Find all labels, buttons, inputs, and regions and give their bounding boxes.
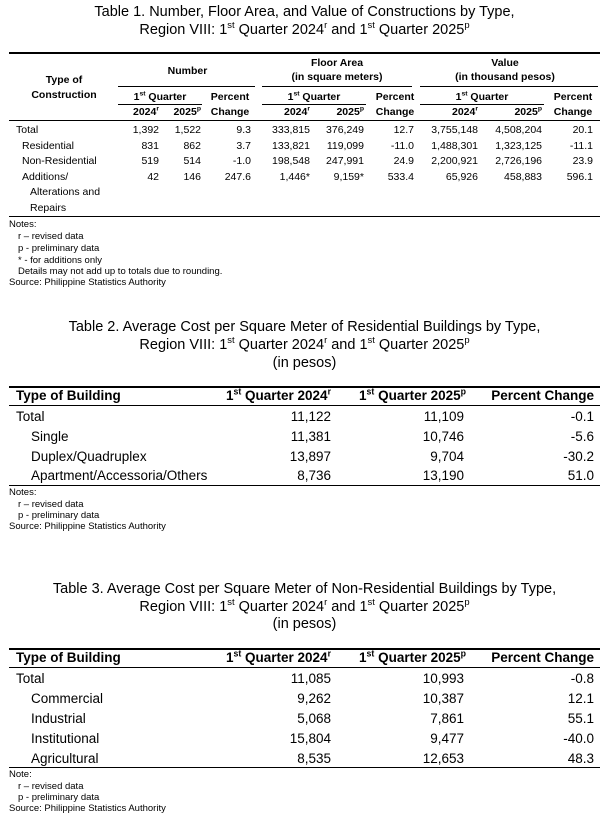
table1-cell: -1.0 [232,155,251,167]
table3-cell: 55.1 [567,711,594,726]
table1-number-pct-line1: Percent [210,91,250,103]
table2-title-line2: Region VIII: 1st Quarter 2024$^r$ and 1st Quarter 2025$^p$ [139,334,470,353]
table1-floor-year2: 2025$^p$ [336,105,364,118]
table1-cell: 1,446* [279,171,310,183]
table1-col-type-line1: Type of [45,74,83,86]
table1-value-quarter: 1st Quarter [455,90,509,103]
table1-row-type: Residential [22,140,74,152]
table1-note-p: p - preliminary data [18,243,100,254]
table3-cell: 8,535 [297,751,331,766]
table1-cell: 1,488,301 [431,140,478,152]
table1-bottom-rule [9,216,600,217]
table1-cell: 12.7 [393,124,414,136]
table2-source: Source: Philippine Statistics Authority [9,521,166,532]
table1-cell: -11.0 [390,140,414,152]
table1-group-value-line2: (in thousand pesos) [455,71,555,83]
table1-cell: 458,883 [504,171,542,183]
table1-cell: -11.1 [569,140,593,152]
table2-cell: 51.0 [567,468,594,483]
table2-note-p: p - preliminary data [18,510,100,521]
table3-note-p: p - preliminary data [18,792,100,803]
table3-cell: 7,861 [430,711,464,726]
table1-cell: 4,508,204 [495,124,542,136]
table1-value-pct-line1: Percent [553,91,593,103]
table1-cell: 831 [141,140,159,152]
table2-note-r: r – revised data [18,499,84,510]
table1-cell: 133,821 [272,140,310,152]
table1-cell: 2,726,196 [495,155,542,167]
table3-source: Source: Philippine Statistics Authority [9,803,166,814]
table1-cell: 146 [183,171,201,183]
table1-row-type: Additions/ [22,171,69,183]
table1-note-star: * - for additions only [18,255,102,266]
table1-cell: 9,159* [333,171,364,183]
table3-col-q24: 1st Quarter 2024$^r$ [225,648,331,665]
table1-cell: 533.4 [387,171,414,183]
table1-cell: 198,548 [272,155,310,167]
table3-cell: 48.3 [567,751,594,766]
table1-cell: 1,323,125 [495,140,542,152]
table2-notes-title: Notes: [9,487,37,498]
table3-row-type: Agricultural [31,751,99,766]
table2-col-q24: 1st Quarter 2024$^r$ [225,386,331,403]
table1-cell: 65,926 [445,171,478,183]
table1-value-quarter-rule [420,104,544,105]
table2-row-type: Apartment/Accessoria/Others [31,468,208,483]
table1-number-pct-line2: Change [210,106,250,118]
table1-cell: 247,991 [326,155,364,167]
table2-cell: 11,109 [423,409,464,424]
table1-cell: 42 [147,171,159,183]
table1-cell: 596.1 [566,171,593,183]
table2-cell: 11,381 [290,429,331,444]
table3-col-pct: Percent Change [491,650,594,665]
table1-value-year2: 2025$^p$ [514,105,542,118]
table1-cell: 20.1 [572,124,593,136]
table3-title-line1: Table 3. Average Cost per Square Meter of Non-Residential Buildings by Type, [52,581,557,597]
table1-header-rule [9,120,600,121]
table1-value-year1: 2024$^r$ [451,105,478,118]
table3-title-line2: Region VIII: 1st Quarter 2024$^r$ and 1st Quarter 2025$^p$ [139,596,470,615]
table1-source: Source: Philippine Statistics Authority [9,277,166,288]
table3-notes-title: Note: [9,769,32,780]
table2-cell: 11,122 [290,409,331,424]
table1-note-round: Details may not add up to totals due to rounding. [18,266,223,277]
table2-col-type: Type of Building [16,388,121,403]
table1-cell: 1,392 [132,124,159,136]
table3-col-q25: 1st Quarter 2025$^p$ [359,648,466,665]
table2-cell: 10,746 [422,429,464,444]
table1-number-rule [118,86,255,87]
table1-floor-quarter-rule [262,104,366,105]
table2-header-rule [9,405,600,406]
table3-col-type: Type of Building [16,650,121,665]
table1-row-type-line2: Alterations and [30,186,101,198]
table3-cell: -40.0 [563,731,594,746]
table3-note-r: r – revised data [18,781,84,792]
table3-cell: -0.8 [570,671,594,686]
table1-number-quarter: 1st Quarter [133,90,187,103]
table2-bottom-rule [9,485,600,486]
table3-cell: 12,653 [422,751,464,766]
table1-floor-rule [262,86,412,87]
table2-cell: -30.2 [563,449,594,464]
table1-number-quarter-rule [118,104,202,105]
table2-col-pct: Percent Change [491,388,594,403]
table2-title-line1: Table 2. Average Cost per Square Meter of Residential Buildings by Type, [68,319,541,335]
table1-value-rule [420,86,598,87]
table1-group-value-line1: Value [491,57,519,69]
table1-notes-title: Notes: [9,219,37,230]
table1-cell: 1,522 [174,124,201,136]
table1-cell: 9.3 [236,124,251,136]
table2-col-q25: 1st Quarter 2025$^p$ [359,386,466,403]
table3-row-type: Institutional [31,731,100,746]
table1-group-number: Number [167,65,208,77]
table2-row-type: Duplex/Quadruplex [31,449,147,464]
table3-cell: 9,477 [430,731,464,746]
table1-cell: 862 [183,140,201,152]
table1-cell: 23.9 [572,155,593,167]
table1-group-floor-line2: (in square meters) [291,71,383,83]
table1-floor-pct-line2: Change [375,106,415,118]
table1-top-rule [9,52,600,54]
table2-cell: 8,736 [297,468,331,483]
table2-cell: 13,897 [289,449,331,464]
table3-cell: 10,993 [422,671,464,686]
table3-row-type: Total [16,671,45,686]
table1-row-type: Total [16,124,39,136]
table1-value-pct-line2: Change [553,106,593,118]
table2-row-type: Total [16,409,45,424]
table3-title-line3: (in pesos) [272,616,337,632]
table1-cell: 247.6 [224,171,251,183]
table1-number-year2: 2025$^p$ [173,105,201,118]
table1-row-type: Non-Residential [22,155,97,167]
table3-cell: 12.1 [567,691,594,706]
table1-cell: 2,200,921 [431,155,478,167]
table3-cell: 11,085 [290,671,331,686]
table3-cell: 10,387 [422,691,464,706]
table1-floor-year1: 2024$^r$ [283,105,310,118]
table3-cell: 5,068 [297,711,331,726]
table3-row-type: Commercial [31,691,104,706]
table1-cell: 119,099 [326,140,364,152]
table1-cell: 376,249 [326,124,364,136]
table3-cell: 15,804 [289,731,331,746]
table1-title-line1: Table 1. Number, Floor Area, and Value of Constructions by Type, [94,4,515,20]
table1-floor-pct-line1: Percent [375,91,415,103]
table1-cell: 519 [141,155,159,167]
table1-title-line2: Region VIII: 1st Quarter 2024$^r$ and 1st Quarter 2025$^p$ [139,19,470,38]
table2-row-type: Single [31,429,69,444]
table2-cell: 9,704 [430,449,464,464]
table2-title-line3: (in pesos) [272,355,337,371]
table3-header-rule [9,667,600,668]
table1-number-year1: 2024$^r$ [132,105,159,118]
table1-cell: 514 [183,155,201,167]
table1-floor-quarter: 1st Quarter [287,90,341,103]
table1-cell: 3,755,148 [431,124,478,136]
table3-cell: 9,262 [297,691,331,706]
table3-row-type: Industrial [31,711,86,726]
table2-cell: -5.6 [570,429,594,444]
table1-cell: 3.7 [236,140,251,152]
table1-group-floor-line1: Floor Area [310,57,364,69]
table1-row-type-line3: Repairs [30,202,67,214]
table1-cell: 333,815 [272,124,310,136]
table1-cell: 24.9 [393,155,414,167]
table2-cell: 13,190 [422,468,464,483]
table1-col-type-line2: Construction [31,89,97,101]
table2-cell: -0.1 [570,409,594,424]
table1-note-r: r – revised data [18,231,84,242]
table3-bottom-rule [9,767,600,768]
